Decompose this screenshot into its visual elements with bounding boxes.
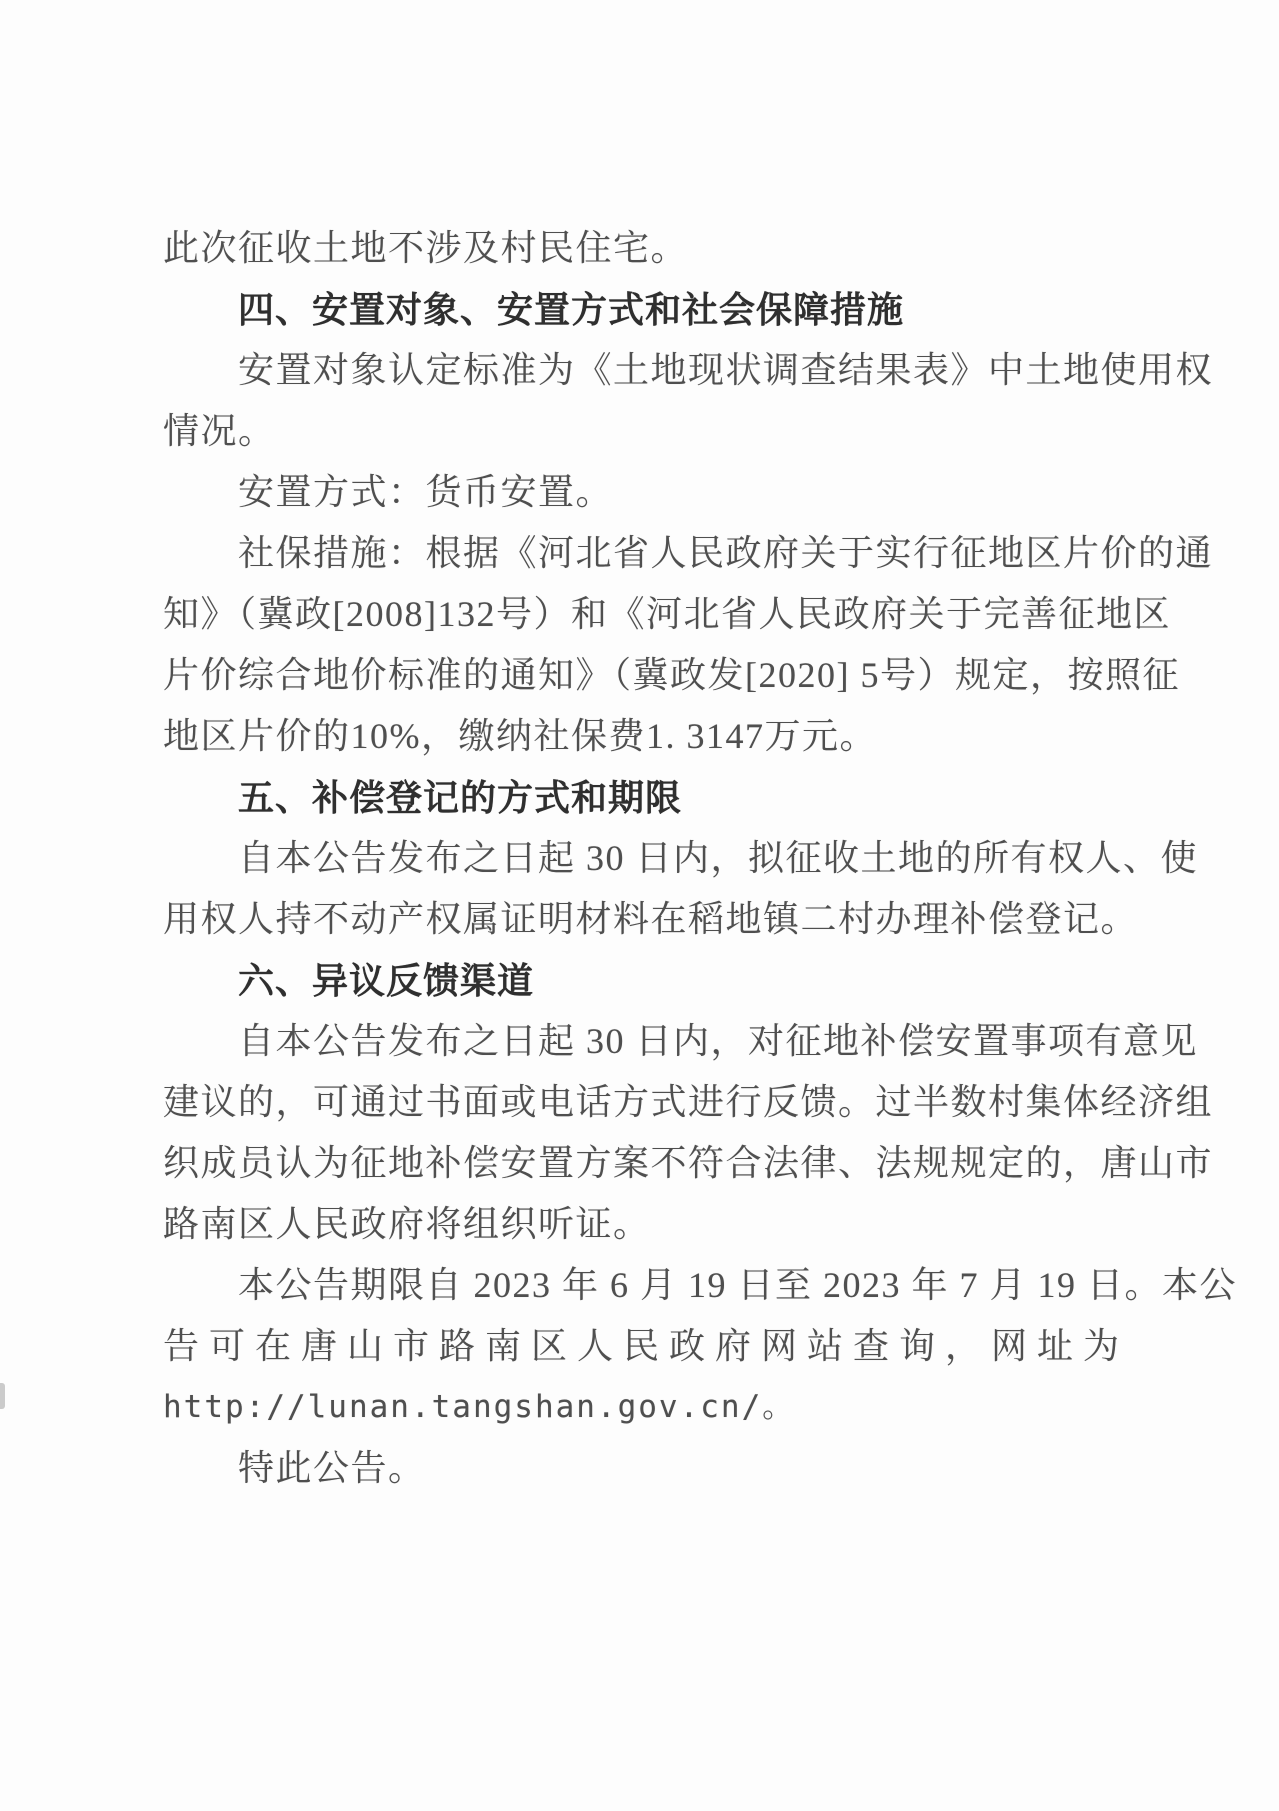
- line-resettlement-target-1: 安置对象认定标准为《土地现状调查结果表》中土地使用权: [238, 350, 1214, 390]
- announcement-body: [163, 218, 1238, 1499]
- line-closing: 特此公告。: [238, 1448, 426, 1488]
- line-feedback-4: 路南区人民政府将组织听证。: [163, 1204, 651, 1244]
- line-validity-period-1: 本公告期限自 2023 年 6 月 19 日至 2023 年 7 月 19 日。本公: [238, 1265, 1238, 1305]
- line-registration-2: 用权人持不动产权属证明材料在稻地镇二村办理补偿登记。: [163, 899, 1139, 939]
- line-resettlement-method: 安置方式：货币安置。: [238, 472, 614, 512]
- heading-section-four: 四、安置对象、安置方式和社会保障措施: [238, 289, 905, 330]
- line-social-security-4: 地区片价的10%，缴纳社保费1. 3147万元。: [163, 716, 877, 756]
- line-registration-1: 自本公告发布之日起 30 日内，拟征收土地的所有权人、使: [238, 838, 1199, 878]
- line-social-security-2: 知》（冀政[2008]132号）和《河北省人民政府关于完善征地区: [163, 594, 1171, 634]
- line-feedback-2: 建议的，可通过书面或电话方式进行反馈。过半数村集体经济组: [163, 1082, 1214, 1122]
- line-feedback-3: 织成员认为征地补偿安置方案不符合法律、法规规定的，唐山市: [163, 1143, 1214, 1183]
- line-validity-period-2: 告可在唐山市路南区人民政府网站查询，网址为: [163, 1326, 1130, 1366]
- heading-section-five: 五、补偿登记的方式和期限: [238, 777, 683, 818]
- scan-speck: [433, 372, 437, 376]
- line-resettlement-target-2: 情况。: [163, 411, 276, 451]
- line-website-url: http://lunan.tangshan.gov.cn/。: [163, 1389, 796, 1425]
- scan-edge-smudge: [0, 1383, 5, 1409]
- line-social-security-3: 片价综合地价标准的通知》（冀政发[2020] 5号）规定，按照征: [163, 655, 1180, 695]
- line-housing-note: 此次征收土地不涉及村民住宅。: [163, 228, 689, 268]
- line-feedback-1: 自本公告发布之日起 30 日内，对征地补偿安置事项有意见: [238, 1021, 1199, 1061]
- heading-section-six: 六、异议反馈渠道: [238, 960, 535, 1001]
- line-social-security-1: 社保措施：根据《河北省人民政府关于实行征地区片价的通: [238, 533, 1214, 573]
